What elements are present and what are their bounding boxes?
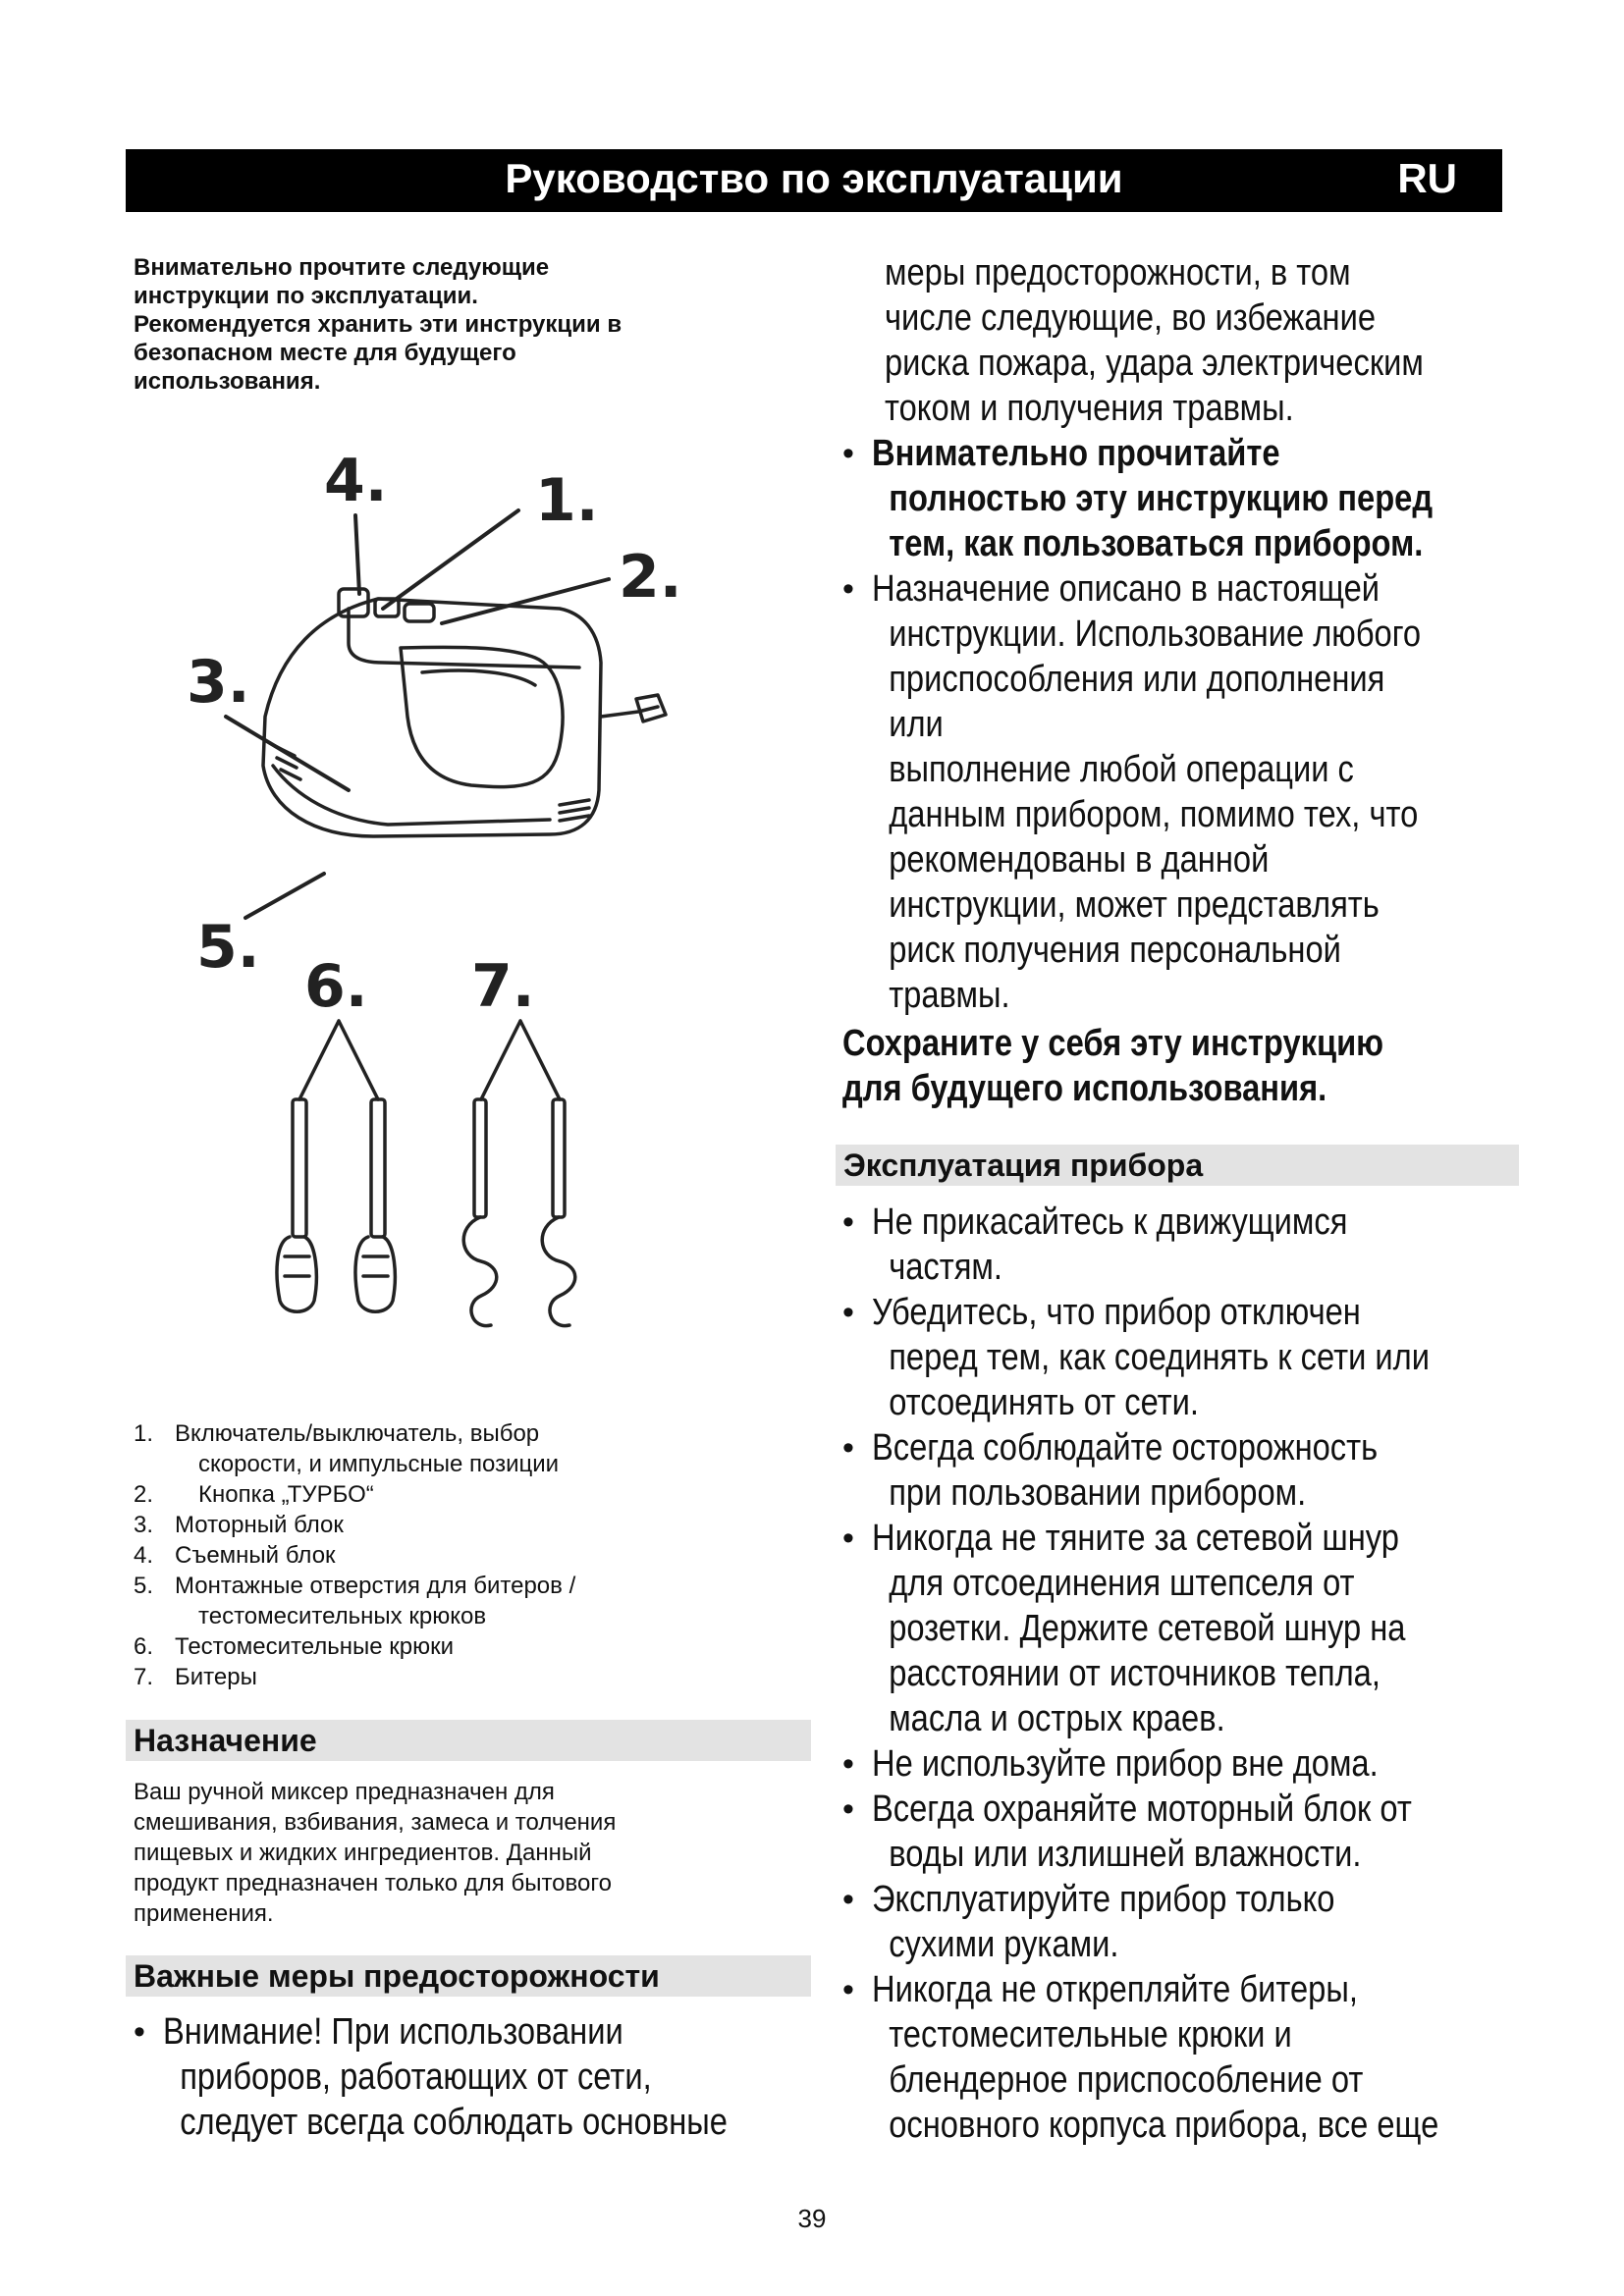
list-item-text: Кнопка „ТУРБО“	[198, 1481, 374, 1508]
callout-3: 3.	[187, 648, 250, 717]
list-item-number: 2.	[134, 1481, 154, 1508]
bullet-icon: •	[842, 570, 854, 608]
text-line: для будущего использования.	[842, 1068, 1327, 1109]
text-line: Эксплуатируйте прибор только	[872, 1879, 1335, 1920]
text-line: Не прикасайтесь к движущимся	[872, 1201, 1348, 1243]
section-heading-safety: Важные меры предосторожности	[126, 1955, 811, 1997]
hook-whisk-right	[355, 1237, 395, 1311]
list-item	[134, 1479, 801, 1510]
bullet-icon: •	[842, 1520, 854, 1557]
list-item	[134, 1631, 801, 1662]
bullet-icon: •	[842, 1203, 854, 1241]
operation-list	[842, 1200, 1549, 2148]
intro-line: инструкции по эксплуатации.	[134, 283, 478, 309]
safety-item-text	[872, 566, 1437, 1018]
intro-line: Рекомендуется хранить эти инструкции в	[134, 311, 623, 338]
list-item	[842, 1516, 1549, 1741]
text-line: Всегда охраняйте моторный блок от	[872, 1789, 1412, 1830]
text-line: выполнение любой операции с	[889, 749, 1354, 790]
list-item-text: тестомесительных крюков	[198, 1603, 487, 1629]
mixer-diagram	[147, 422, 736, 1389]
list-item-number: 3.	[134, 1512, 154, 1538]
safety-item-text	[163, 2009, 839, 2145]
text-line: риск получения персональной	[889, 930, 1341, 971]
leader-lines	[226, 510, 609, 918]
list-item-text: Моторный блок	[175, 1512, 344, 1538]
hook-shaft-right	[371, 1099, 385, 1237]
text-line: Никогда не тяните за сетевой шнур	[872, 1518, 1399, 1559]
text-line: инструкции. Использование любого	[889, 614, 1422, 655]
hook-shaft-left	[293, 1099, 306, 1237]
text-line: травмы.	[889, 975, 1010, 1016]
text-line: Внимательно прочитайте	[872, 433, 1280, 474]
text-line: Сохраните у себя эту инструкцию	[842, 1023, 1384, 1064]
text-line: для отсоединения штепселя от	[889, 1563, 1355, 1604]
list-item-text: Включатель/выключатель, выбор	[175, 1420, 540, 1447]
purpose-line: Ваш ручной миксер предназначен для	[134, 1779, 555, 1805]
purpose-line: смешивания, взбивания, замеса и толчения	[134, 1809, 617, 1836]
text-line: Никогда не открепляйте битеры,	[872, 1969, 1358, 2010]
text-line: приспособления или дополнения или	[889, 659, 1385, 745]
list-item	[842, 1877, 1549, 1967]
callout-1: 1.	[535, 466, 599, 535]
text-line: воды или излишней влажности.	[889, 1834, 1362, 1875]
list-item-number: 4.	[134, 1542, 154, 1569]
text-line: основного корпуса прибора, все еще	[889, 2105, 1439, 2146]
list-item-number: 7.	[134, 1664, 154, 1690]
leader-line-4	[355, 515, 359, 594]
beater-spiral-right	[542, 1217, 575, 1326]
callout-7: 7.	[471, 952, 535, 1021]
leader-line-5	[245, 874, 324, 918]
text-line: сухими руками.	[889, 1924, 1119, 1965]
purpose-line: пищевых и жидких ингредиентов. Данный	[134, 1840, 592, 1866]
callout-4: 4.	[324, 447, 388, 515]
dough-hooks	[277, 1021, 395, 1311]
page-title: Руководство по эксплуатации	[505, 155, 1123, 201]
parts-list	[134, 1418, 801, 1692]
list-item-number: 6.	[134, 1633, 154, 1660]
list-item-text	[872, 1290, 1454, 1425]
text-line: при пользовании прибором.	[889, 1472, 1307, 1514]
purpose-line: продукт предназначен только для бытового	[134, 1870, 612, 1896]
text-line: частям.	[889, 1247, 1002, 1288]
save-instructions-note	[842, 1021, 1450, 1111]
section-heading-purpose: Назначение	[126, 1720, 811, 1761]
text-line: тестомесительные крюки и	[889, 2014, 1292, 2056]
bullet-icon: •	[842, 1971, 854, 2008]
safety-item-warning	[134, 2009, 948, 2145]
text-line: Всегда соблюдайте осторожность	[872, 1427, 1379, 1468]
continuation-text	[842, 250, 1434, 431]
list-item-text	[872, 1877, 1454, 1967]
header-bar	[126, 149, 1502, 212]
page-number: 39	[797, 2204, 827, 2233]
text-line: Назначение описано в настоящей	[872, 568, 1380, 610]
beater-shaft-right	[553, 1099, 565, 1217]
mixer-diagram-svg	[147, 422, 736, 1389]
text-line: тем, как пользоваться прибором.	[889, 523, 1424, 564]
text-line: Внимание! При использовании	[163, 2011, 623, 2053]
beaters	[463, 1021, 575, 1326]
list-item	[134, 1662, 801, 1692]
list-item-text: Битеры	[175, 1664, 257, 1690]
text-line: блендерное приспособление от	[889, 2059, 1364, 2101]
bullet-icon: •	[842, 1294, 854, 1331]
list-item	[842, 1741, 1549, 1787]
beater-spiral-left	[463, 1217, 497, 1326]
safety-item-read-instructions	[842, 431, 1530, 566]
text-line: расстоянии от источников тепла,	[889, 1653, 1380, 1694]
list-item	[134, 1510, 801, 1540]
list-item	[842, 1787, 1549, 1877]
callout-2: 2.	[619, 543, 682, 612]
text-line: розетки. Держите сетевой шнур на	[889, 1608, 1406, 1649]
list-item	[842, 1967, 1549, 2148]
leader-line-1	[383, 510, 518, 609]
intro-line: безопасном месте для будущего	[134, 340, 516, 366]
text-line: меры предосторожности, в том	[885, 252, 1351, 294]
text-line: инструкции, может представлять	[889, 884, 1380, 926]
text-line: Убедитесь, что прибор отключен	[872, 1292, 1361, 1333]
list-item-text	[872, 1425, 1454, 1516]
right-column	[842, 250, 1530, 1018]
list-item-text	[872, 1516, 1454, 1741]
list-item-text: Тестомесительные крюки	[175, 1633, 455, 1660]
text-line: Не используйте прибор вне дома.	[872, 1743, 1379, 1785]
intro-block	[134, 253, 801, 396]
list-item-number: 5.	[134, 1573, 154, 1599]
text-line: перед тем, как соединять к сети или	[889, 1337, 1430, 1378]
text-line: рекомендованы в данной	[889, 839, 1270, 881]
text-line: током и получения травмы.	[885, 388, 1294, 429]
power-cord	[601, 695, 666, 721]
list-item-text	[872, 1741, 1454, 1787]
bullet-icon: •	[842, 1881, 854, 1918]
turbo-button	[405, 604, 434, 621]
hook-whisk-left	[277, 1237, 316, 1311]
list-item-text: Съемный блок	[175, 1542, 336, 1569]
text-line: приборов, работающих от сети,	[180, 2056, 652, 2098]
mixer-body	[263, 589, 666, 836]
text-line: полностью эту инструкцию перед	[889, 478, 1434, 519]
bullet-icon: •	[134, 2013, 145, 2051]
list-item-number: 1.	[134, 1420, 154, 1447]
list-item-text	[872, 1787, 1454, 1877]
text-line: числе следующие, во избежание	[885, 297, 1377, 339]
purpose-line: применения.	[134, 1900, 274, 1927]
text-line: масла и острых краев.	[889, 1698, 1225, 1739]
list-item-text: Монтажные отверстия для битеров /	[175, 1573, 576, 1599]
beater-shaft-left	[474, 1099, 486, 1217]
list-item	[134, 1540, 801, 1571]
text-line: следует всегда соблюдать основные	[180, 2102, 728, 2143]
bullet-icon: •	[842, 435, 854, 472]
list-item-text: скорости, и импульсные позиции	[198, 1451, 560, 1477]
list-item	[134, 1418, 801, 1479]
section-heading-operation: Эксплуатация прибора	[836, 1145, 1519, 1186]
list-item	[842, 1425, 1549, 1516]
language-code: RU	[1397, 155, 1457, 201]
purpose-text	[134, 1777, 801, 1929]
bullet-icon: •	[842, 1429, 854, 1467]
intro-text	[134, 253, 801, 396]
list-item-text	[872, 1967, 1454, 2148]
text-line: отсоединять от сети.	[889, 1382, 1199, 1423]
intro-line: использования.	[134, 368, 321, 395]
list-item	[134, 1571, 801, 1631]
safety-item-text	[872, 431, 1437, 566]
list-item	[842, 1290, 1549, 1425]
text-line: риска пожара, удара электрическим	[885, 343, 1424, 384]
bullet-icon: •	[842, 1790, 854, 1828]
text-line: данным прибором, помимо тех, что	[889, 794, 1419, 835]
list-item	[842, 1200, 1549, 1290]
callout-5: 5.	[196, 913, 260, 982]
bullet-icon: •	[842, 1745, 854, 1783]
intro-line: Внимательно прочтите следующие	[134, 254, 550, 281]
leader-line-2	[442, 579, 609, 623]
list-item-text	[872, 1200, 1454, 1290]
callout-6: 6.	[304, 952, 368, 1021]
safety-item-purpose	[842, 566, 1530, 1018]
